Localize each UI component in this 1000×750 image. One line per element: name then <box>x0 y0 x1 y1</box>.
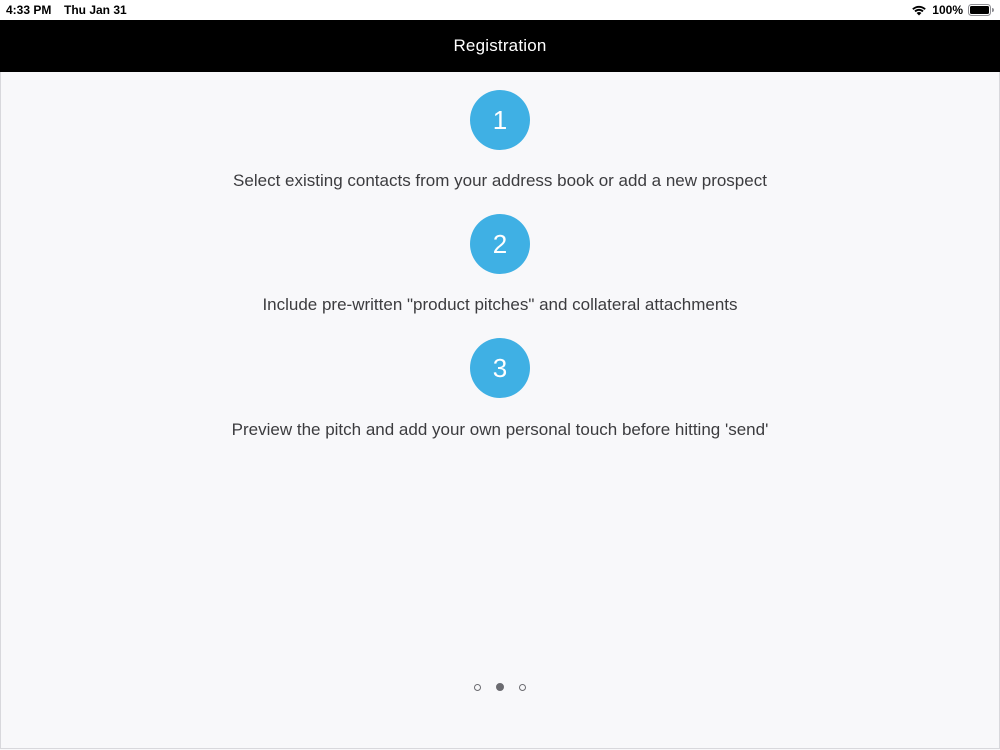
status-indicators <box>911 2 994 18</box>
step-1-number: 1 <box>492 104 508 135</box>
battery-icon <box>968 4 994 16</box>
battery-percentage: 100% <box>932 3 963 17</box>
step-3-number: 3 <box>492 352 508 383</box>
status-date: Thu Jan 31 <box>64 3 127 17</box>
step-1-badge <box>470 90 530 150</box>
step-3-text: Preview the pitch and add your own personal touch before hitting 'send' <box>231 420 769 439</box>
step-3-badge <box>470 338 530 398</box>
page-title: Registration <box>453 36 547 55</box>
status-bar <box>0 0 1000 20</box>
wifi-icon <box>911 4 927 16</box>
navigation-bar <box>0 20 1000 72</box>
step-2-badge <box>470 214 530 274</box>
step-1-text: Select existing contacts from your address book or add a new prospect <box>233 171 767 190</box>
page-dot-2[interactable] <box>496 683 504 691</box>
step-2-number: 2 <box>492 228 508 259</box>
status-time: 4:33 PM <box>6 3 52 17</box>
page-dot-3[interactable] <box>519 684 526 691</box>
page-control[interactable] <box>474 681 526 693</box>
step-2-text: Include pre-written "product pitches" and collateral attachments <box>262 295 738 314</box>
page-dot-1[interactable] <box>474 684 481 691</box>
